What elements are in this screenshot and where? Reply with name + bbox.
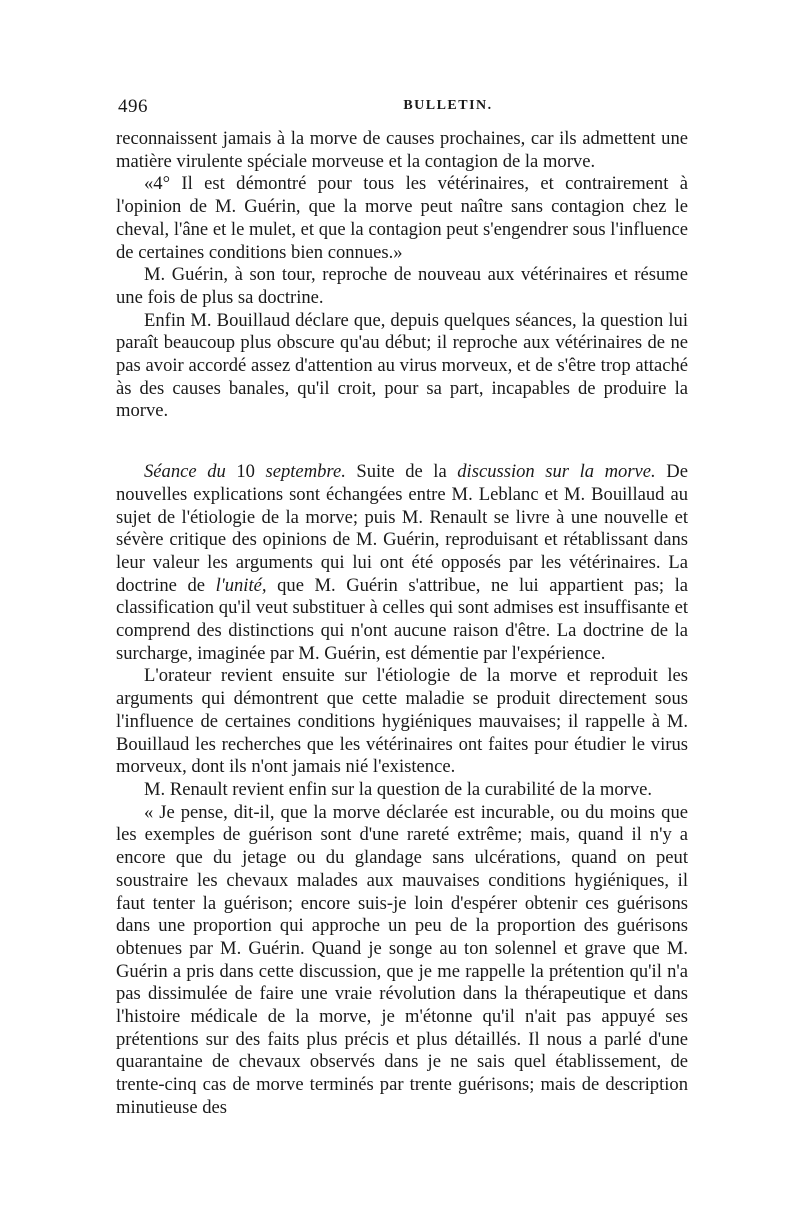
paragraph-6: L'orateur revient ensuite sur l'étiologie de la morve et reproduit les arguments qui démontrent que cette maladie se produit directement sous l'influence de certaines conditions hygiéniques mauvaises; il rappelle à M. Bouillaud les recherches que les vétérinaires ont faites pour étudier le virus morveux, dont ils n'ont jamais nié l'existence. <box>116 665 688 778</box>
paragraph-2: «4° Il est démontré pour tous les vétérinaires, et contrairement à l'opinion de M. Guérin, que la morve peut naître sans contagion chez le cheval, l'âne et le mulet, et que la contagion peut s'engendrer sous l'influence de certaines conditions bien connues.» <box>116 173 688 263</box>
running-head: BULLETIN. <box>403 98 493 113</box>
page-number: 496 <box>118 96 148 117</box>
discussion-label: discussion sur la morve. <box>457 461 656 483</box>
paragraph-seance <box>116 461 688 665</box>
seance-text-2: De nouvelles explications sont échangées entre M. Leblanc et M. Bouillaud au sujet de l'étiologie de la morve; puis M. Renault se livre à une nouvelle et sévère critique des opinions de M. Guérin, reproduisant et rétablissant dans leur valeur les arguments qui lui ont été opposés par les vétérinaires. La doctrine de <box>116 461 688 596</box>
unite-label: l'unité, <box>215 574 267 596</box>
paragraph-8: « Je pense, dit-il, que la morve déclarée est incurable, ou du moins que les exemples de guérison sont d'une rareté extrême; mais, quand il n'y a encore que du jetage ou du glandage sans ulcérations, quand on peut soustraire les chevaux malades aux mauvaises conditions hygiéniques, il faut tenter la guérison; encore suis-je loin d'espérer obtenir ces guérisons dans une proportion qui approche un peu de la proportion des guérisons obtenues par M. Guérin. Quand je songe au ton solennel et grave que M. Guérin a pris dans cette discussion, que je me rappelle la prétention qu'il n'a pas dissimulée de faire une vraie révolution dans la thérapeutique et dans l'histoire médicale de la morve, je m'étonne qu'il n'ait pas appuyé ses prétentions sur des faits plus précis et plus détaillés. Il nous a parlé d'une quarantaine de chevaux observés dans je ne sais quel établissement, de trente-cinq cas de morve terminés par trente guérisons; mais de description minutieuse des <box>116 801 688 1118</box>
seance-text-3: que M. Guérin s'attribue, ne lui appartient pas; la classification qu'il veut substituer à celles qui sont admises est insuffisante et comprend des distinctions qui n'ont aucune raison d'être. La doctrine de la surcharge, imaginée par M. Guérin, est démentie par l'expérience. <box>116 574 688 664</box>
seance-label: Séance du <box>144 461 226 483</box>
seance-date: 10 <box>236 461 255 483</box>
paragraph-4: Enfin M. Bouillaud déclare que, depuis quelques séances, la question lui paraît beaucoup plus obscure qu'au début; il reproche aux vétérinaires de ne pas avoir accordé assez d'attention au virus morveux, et de s'être trop attaché às des causes banales, qu'il croit, pour sa part, incapables de produire la morve. <box>116 309 688 422</box>
seance-month: septembre. <box>265 461 346 483</box>
paragraph-3: M. Guérin, à son tour, reproche de nouveau aux vétérinaires et résume une fois de plus sa doctrine. <box>116 264 688 308</box>
paragraph-7: M. Renault revient enfin sur la question de la curabilité de la morve. <box>144 778 653 800</box>
paragraph-1: reconnaissent jamais à la morve de causes prochaines, car ils admettent une matière virulente spéciale morveuse et la contagion de la morve. <box>116 128 688 172</box>
seance-text-1: Suite de la <box>356 461 447 483</box>
page-header <box>118 96 688 120</box>
body-text <box>116 128 688 1120</box>
